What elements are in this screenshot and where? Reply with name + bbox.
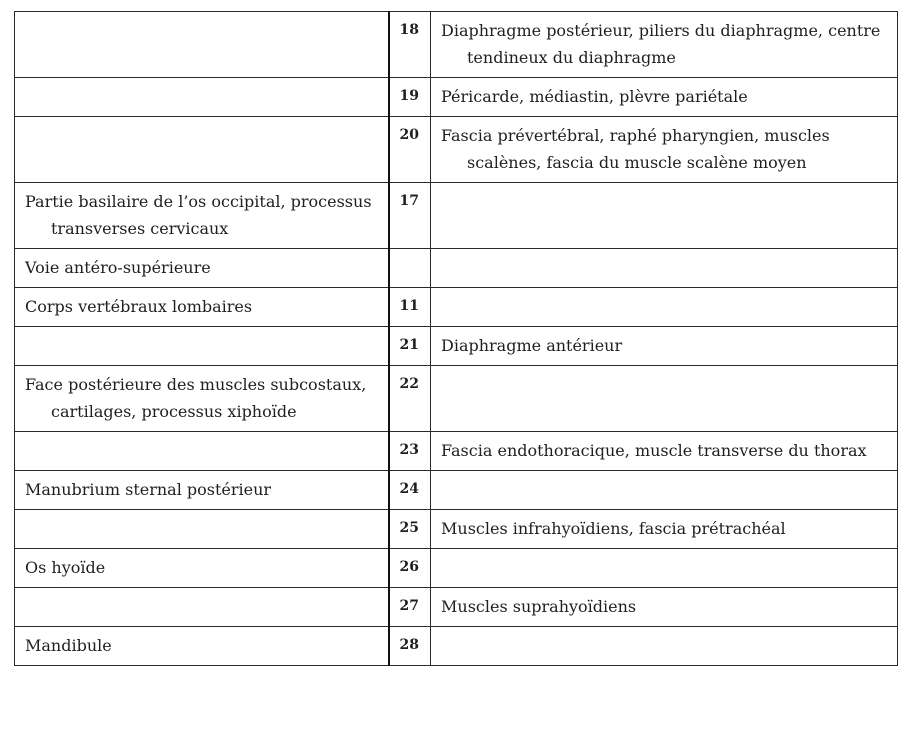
row-number: 18 — [389, 12, 431, 78]
origin-cell — [15, 510, 389, 549]
table-row — [15, 432, 898, 471]
origin-cell: Mandibule — [15, 627, 389, 666]
table-row — [15, 249, 898, 288]
origin-cell — [15, 117, 389, 183]
row-number: 27 — [389, 588, 431, 627]
table-row — [15, 549, 898, 588]
row-number: 22 — [389, 366, 431, 432]
insertion-cell: Péricarde, médiastin, plèvre pariétale — [431, 78, 898, 117]
table-row — [15, 366, 898, 432]
insertion-cell — [431, 627, 898, 666]
table-row — [15, 183, 898, 249]
row-number: 24 — [389, 471, 431, 510]
table-row — [15, 12, 898, 78]
origin-cell — [15, 327, 389, 366]
row-number: 17 — [389, 183, 431, 249]
row-number: 21 — [389, 327, 431, 366]
row-number — [389, 249, 431, 288]
row-number: 11 — [389, 288, 431, 327]
table-row — [15, 78, 898, 117]
insertion-cell: Muscles infrahyoïdiens, fascia prétrachéal — [431, 510, 898, 549]
row-number: 28 — [389, 627, 431, 666]
table-row — [15, 117, 898, 183]
table-row — [15, 471, 898, 510]
row-number: 19 — [389, 78, 431, 117]
insertion-cell — [431, 183, 898, 249]
origin-cell — [15, 432, 389, 471]
anatomy-table — [14, 11, 898, 666]
insertion-cell — [431, 288, 898, 327]
origin-cell: Voie antéro-supérieure — [15, 249, 389, 288]
table-row — [15, 627, 898, 666]
insertion-cell: Fascia endothoracique, muscle transverse du thorax — [431, 432, 898, 471]
insertion-cell — [431, 549, 898, 588]
row-number: 26 — [389, 549, 431, 588]
insertion-cell: Fascia prévertébral, raphé pharyngien, muscles scalènes, fascia du muscle scalène moyen — [431, 117, 898, 183]
insertion-cell — [431, 471, 898, 510]
row-number: 20 — [389, 117, 431, 183]
origin-cell: Partie basilaire de l’os occipital, processus transverses cervicaux — [15, 183, 389, 249]
insertion-cell: Diaphragme antérieur — [431, 327, 898, 366]
table-row — [15, 510, 898, 549]
table-body — [15, 12, 898, 666]
table-row — [15, 327, 898, 366]
insertion-cell: Muscles suprahyoïdiens — [431, 588, 898, 627]
origin-cell: Corps vertébraux lombaires — [15, 288, 389, 327]
origin-cell: Os hyoïde — [15, 549, 389, 588]
insertion-cell — [431, 249, 898, 288]
insertion-cell — [431, 366, 898, 432]
origin-cell: Manubrium sternal postérieur — [15, 471, 389, 510]
table-row — [15, 588, 898, 627]
table-row — [15, 288, 898, 327]
origin-cell — [15, 588, 389, 627]
row-number: 23 — [389, 432, 431, 471]
origin-cell — [15, 12, 389, 78]
insertion-cell: Diaphragme postérieur, piliers du diaphragme, centre tendineux du diaphragme — [431, 12, 898, 78]
origin-cell: Face postérieure des muscles subcostaux, cartilages, processus xiphoïde — [15, 366, 389, 432]
row-number: 25 — [389, 510, 431, 549]
origin-cell — [15, 78, 389, 117]
